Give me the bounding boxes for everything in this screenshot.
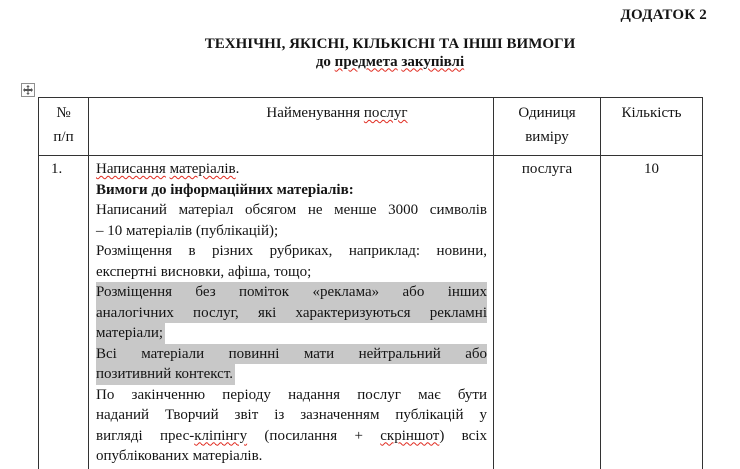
service-description-line[interactable] (96, 323, 487, 344)
cell-unit[interactable]: послуга (494, 156, 601, 469)
service-description-line[interactable]: Написання матеріалів. (96, 161, 240, 177)
service-description-line[interactable]: Розміщення в різних рубриках, наприклад: новини, (96, 243, 487, 259)
document-title[interactable]: ТЕХНІЧНІ, ЯКІСНІ, КІЛЬКІСНІ ТА ІНШІ ВИМОГИ (204, 36, 576, 52)
requirements-table (38, 97, 703, 469)
column-header-name-label: Найменування послуг (266, 105, 408, 121)
highlighted-text: позитивний контекст. (96, 364, 235, 385)
misspelled-word: закупівлі (401, 53, 465, 70)
column-header-qty[interactable] (601, 98, 703, 156)
table-move-handle-icon[interactable] (21, 83, 35, 97)
service-description-line[interactable]: аналогічних послуг, які характеризуються рекламні (96, 303, 487, 324)
service-description-lines (96, 159, 487, 469)
service-description-line[interactable]: Написаний матеріал обсягом не менше 3000 символів (96, 202, 487, 218)
service-description-line[interactable]: опублікованих матеріалів. (96, 448, 263, 464)
document-subtitle[interactable]: до предмета закупівлі (315, 53, 465, 70)
column-header-unit-line2: виміру (525, 129, 569, 145)
column-header-unit[interactable] (494, 98, 601, 156)
column-header-num[interactable] (39, 98, 89, 156)
misspelled-word: предмета (334, 53, 398, 70)
highlighted-text: матеріали; (96, 323, 165, 344)
table-header-row (39, 98, 703, 156)
misspelled-word: Написання (96, 161, 166, 177)
move-cross-icon (23, 85, 33, 95)
table-row (39, 156, 703, 469)
service-description-line[interactable]: експертні висновки, афіша, тощо; (96, 263, 312, 280)
document-title-block (40, 36, 740, 71)
service-description-line[interactable]: По закінченню періоду надання послуг має бути (96, 386, 487, 403)
service-description-line[interactable] (96, 364, 487, 385)
service-description-line[interactable]: вигляді прес-кліпінгу (посилання + скріншот) всіх (96, 427, 487, 444)
service-description-line[interactable]: Розміщення без поміток «реклама» або інших (96, 282, 487, 303)
annex-label[interactable]: ДОДАТОК 2 (620, 7, 707, 23)
misspelled-word: скріншот (380, 427, 440, 444)
misspelled-word: матеріалів (169, 161, 236, 177)
service-description-line[interactable]: Всі матеріали повинні мати нейтральний або (96, 344, 487, 365)
service-description-line[interactable]: наданий Творчий звіт із зазначенням публікацій у (96, 407, 487, 423)
cell-row-number[interactable]: 1. (39, 156, 89, 469)
column-header-num-line2: п/п (53, 129, 74, 145)
misspelled-word: послуг (363, 105, 408, 121)
cell-service-description[interactable] (89, 156, 494, 469)
cell-quantity[interactable]: 10 (601, 156, 703, 469)
service-description-line[interactable]: – 10 матеріалів (публікацій); (96, 222, 279, 239)
column-header-num-line1: № (56, 105, 71, 121)
column-header-unit-line1: Одиниця (518, 105, 576, 121)
column-header-qty-label: Кількість (621, 105, 682, 121)
service-description-line[interactable]: Вимоги до інформаційних матеріалів: (96, 181, 354, 198)
misspelled-word: кліпінгу (194, 427, 248, 444)
column-header-name[interactable] (89, 98, 494, 156)
